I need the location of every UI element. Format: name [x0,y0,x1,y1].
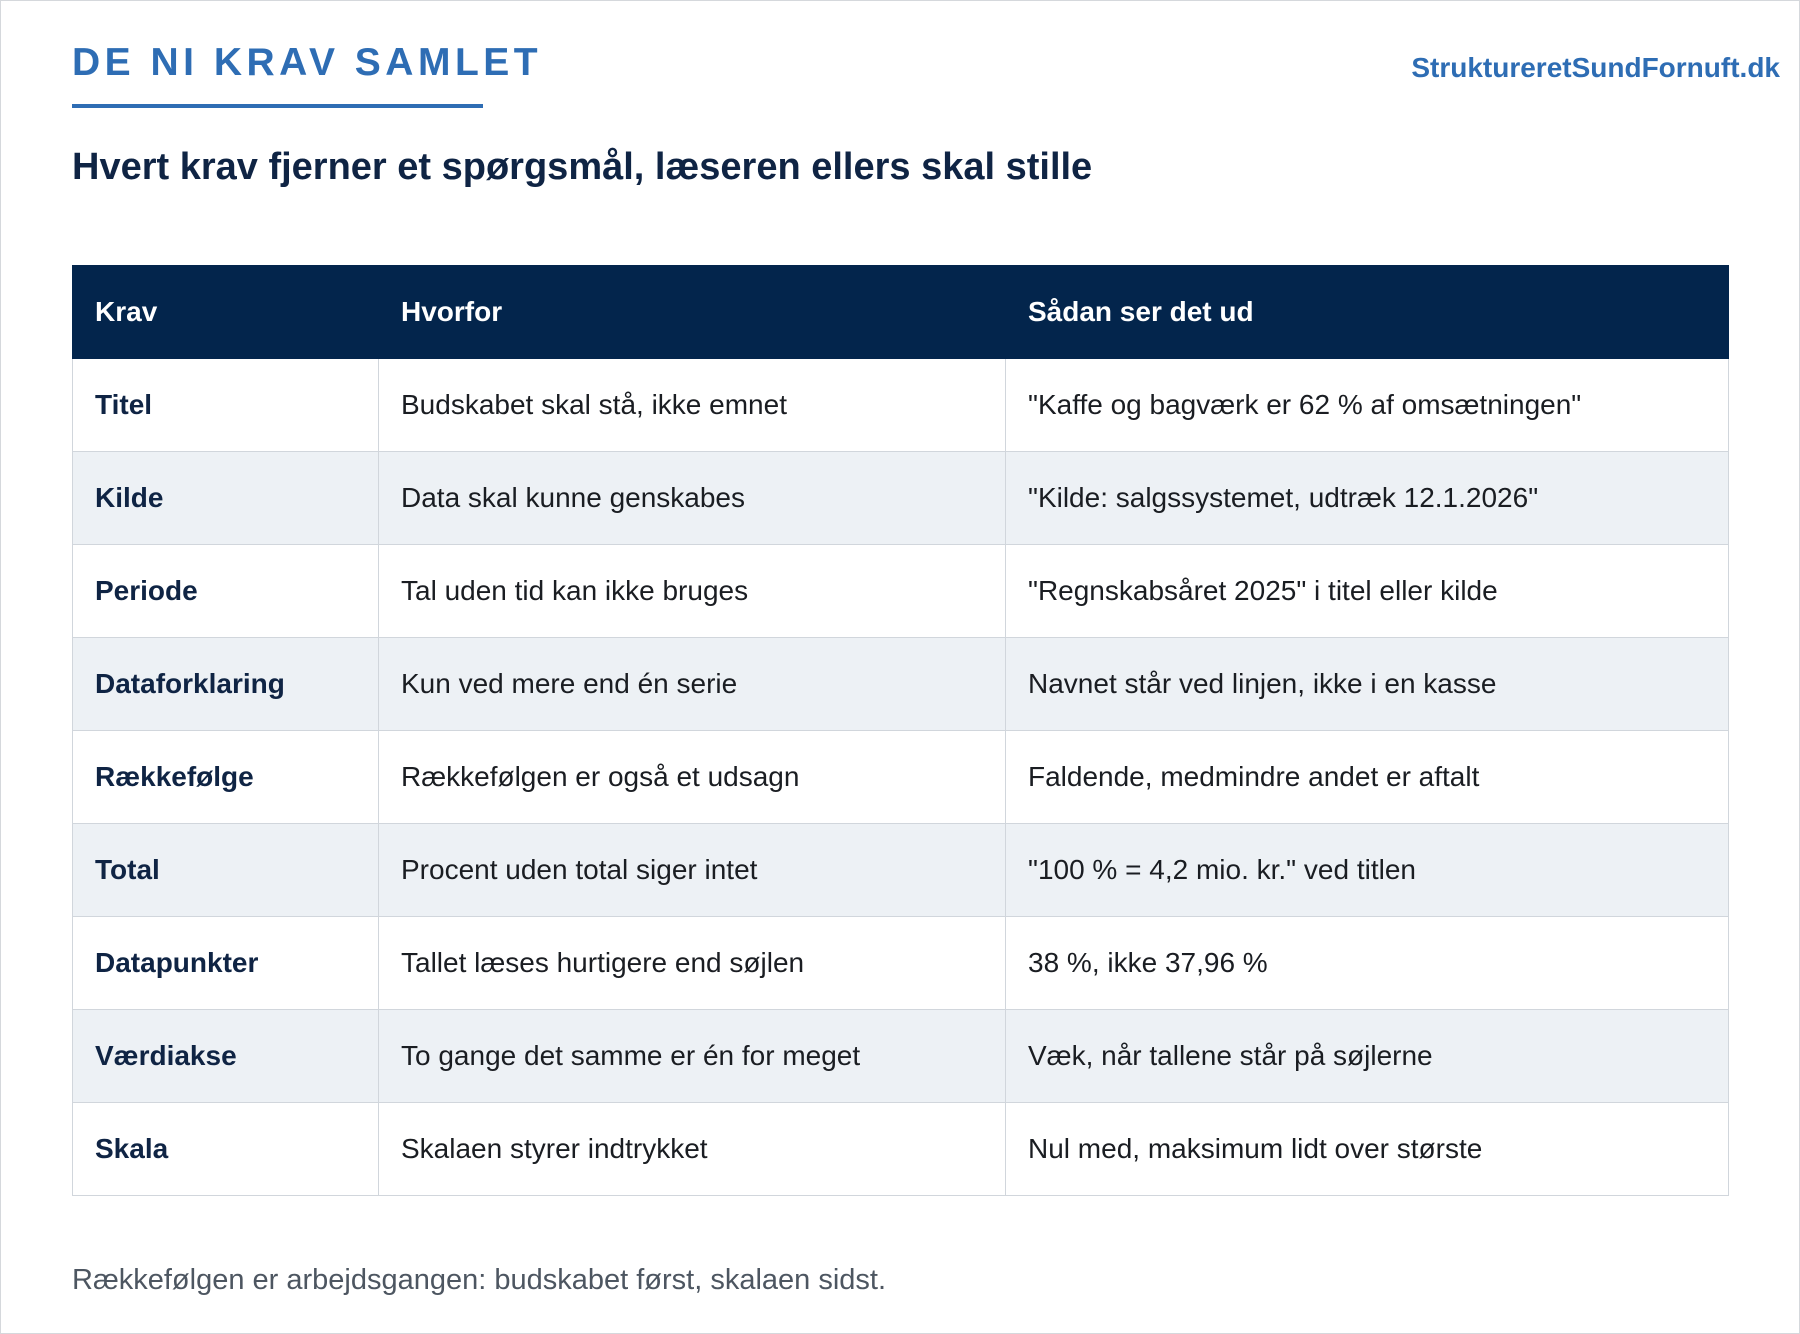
table-row [73,917,1729,1010]
requirement-name: Rækkefølge [73,731,379,824]
requirement-name: Total [73,824,379,917]
requirement-name: Skala [73,1103,379,1196]
requirement-name: Periode [73,545,379,638]
page-title: Hvert krav fjerner et spørgsmål, læseren ellers skal stille [72,146,1093,188]
requirement-example: Faldende, medmindre andet er aftalt [1006,731,1729,824]
requirement-name: Datapunkter [73,917,379,1010]
table-row [73,545,1729,638]
requirements-table [72,265,1729,1196]
requirement-reason: Rækkefølgen er også et udsagn [379,731,1006,824]
footnote: Rækkefølgen er arbejdsgangen: budskabet først, skalaen sidst. [72,1264,887,1296]
requirement-example: "Regnskabsåret 2025" i titel eller kilde [1006,545,1729,638]
site-name: StruktureretSundFornuft.dk [1411,52,1780,83]
table-header-row [73,266,1729,359]
table-row [73,1010,1729,1103]
requirement-name: Dataforklaring [73,638,379,731]
requirement-name: Titel [73,359,379,452]
requirement-example: Navnet står ved linjen, ikke i en kasse [1006,638,1729,731]
table-row [73,1103,1729,1196]
requirement-example: 38 %, ikke 37,96 % [1006,917,1729,1010]
requirement-reason: Data skal kunne genskabes [379,452,1006,545]
requirement-reason: Skalaen styrer indtrykket [379,1103,1006,1196]
requirement-example: Nul med, maksimum lidt over største [1006,1103,1729,1196]
table-row [73,359,1729,452]
requirement-reason: Procent uden total siger intet [379,824,1006,917]
column-header-krav: Krav [73,266,379,359]
requirement-example: "Kilde: salgssystemet, udtræk 12.1.2026" [1006,452,1729,545]
requirement-name: Værdiakse [73,1010,379,1103]
table-row [73,731,1729,824]
requirement-example: "Kaffe og bagværk er 62 % af omsætningen" [1006,359,1729,452]
column-header-eksempel: Sådan ser det ud [1006,266,1729,359]
requirement-example: Væk, når tallene står på søjlerne [1006,1010,1729,1103]
table-row [73,452,1729,545]
table-row [73,824,1729,917]
column-header-hvorfor: Hvorfor [379,266,1006,359]
table-row [73,638,1729,731]
requirement-example: "100 % = 4,2 mio. kr." ved titlen [1006,824,1729,917]
requirement-reason: Kun ved mere end én serie [379,638,1006,731]
requirement-reason: Budskabet skal stå, ikke emnet [379,359,1006,452]
section-kicker: DE NI KRAV SAMLET [72,41,543,84]
requirement-reason: Tal uden tid kan ikke bruges [379,545,1006,638]
requirement-reason: To gange det samme er én for meget [379,1010,1006,1103]
requirement-name: Kilde [73,452,379,545]
kicker-underline [72,104,483,108]
requirement-reason: Tallet læses hurtigere end søjlen [379,917,1006,1010]
